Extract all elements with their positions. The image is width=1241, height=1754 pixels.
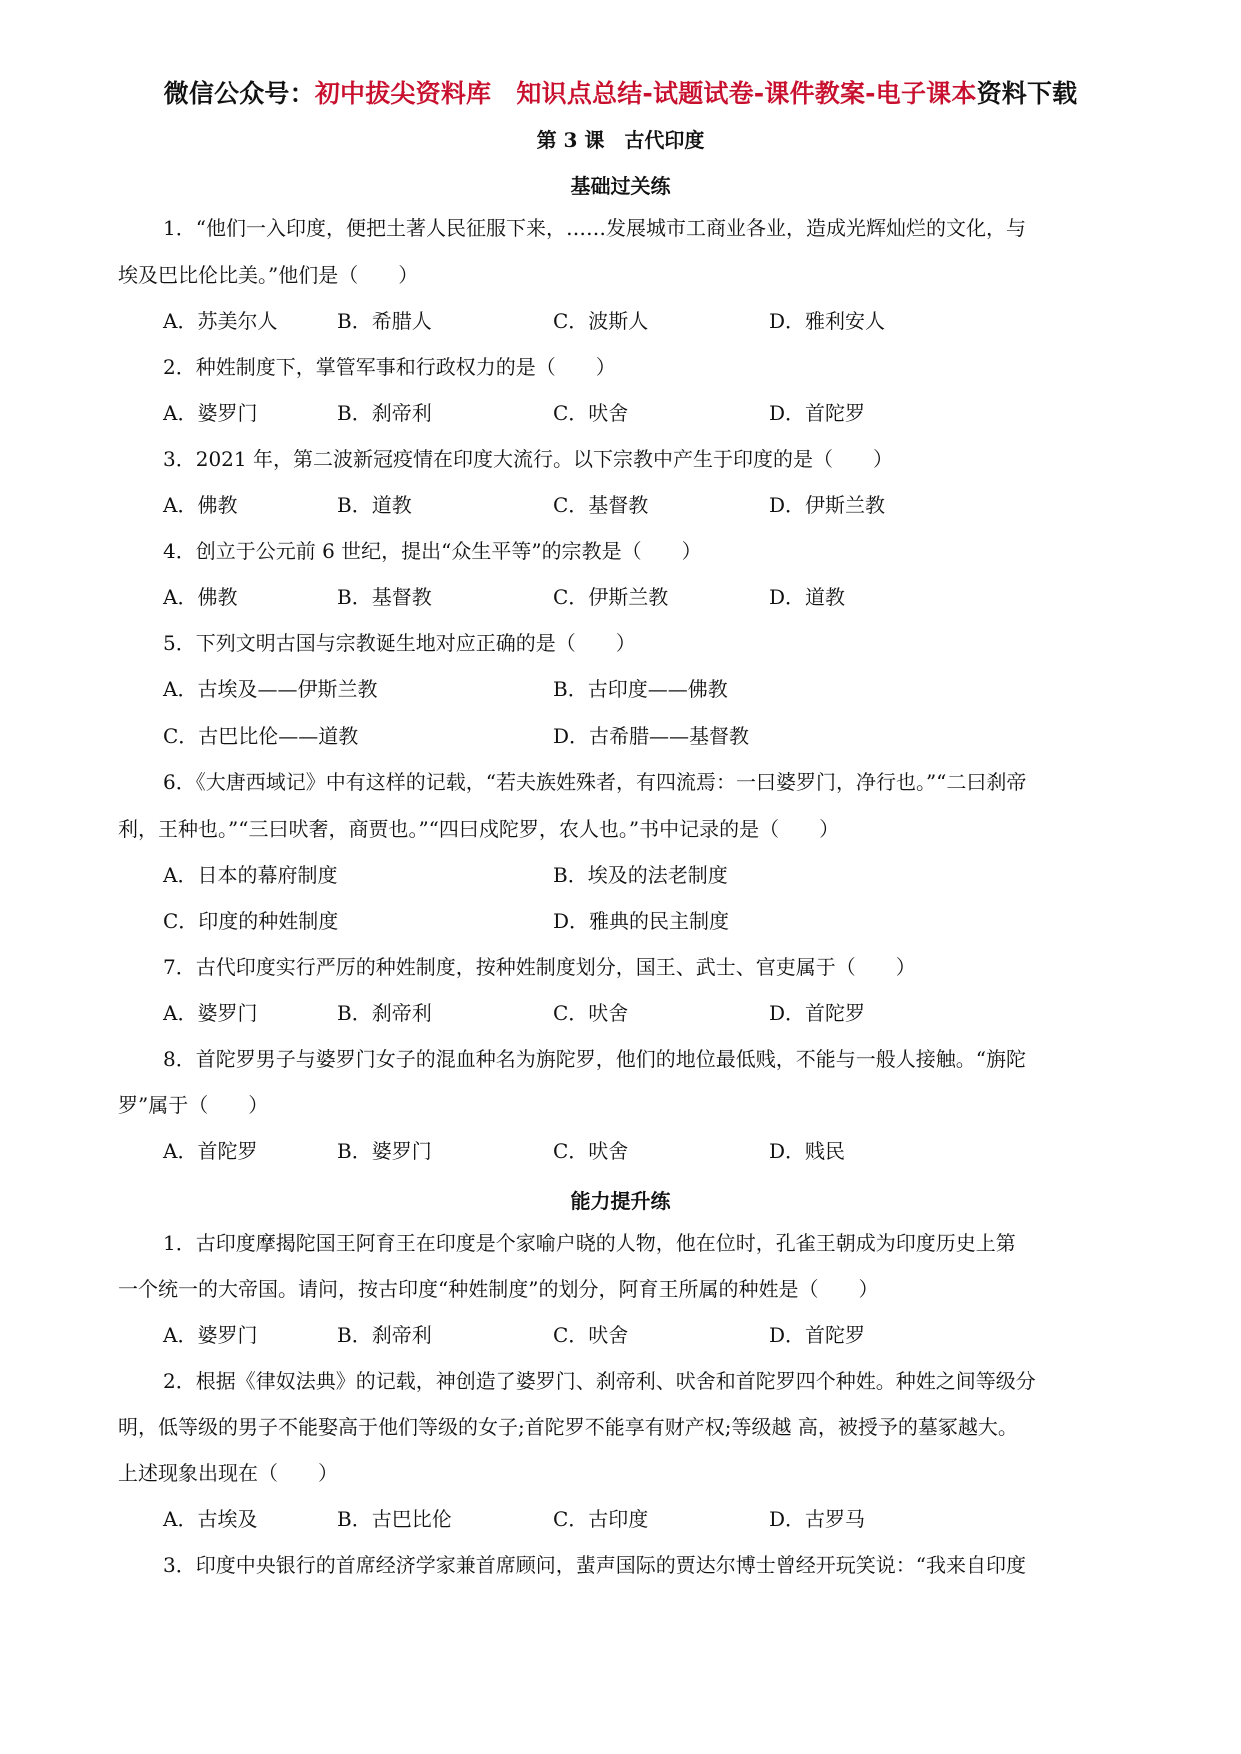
option-b: B．道教 [337,493,412,517]
option-d: D．雅利安人 [769,309,886,333]
question-line: 1．“他们一入印度，便把土著人民征服下来，……发展城市工商业各业，造成光辉灿烂的文化，与 [163,216,1026,240]
question-line: 一个统一的大帝国。请问，按古印度“种姓制度”的划分，阿育王所属的种姓是（ ） [118,1277,879,1301]
option-c: C．伊斯兰教 [553,585,669,609]
option-c: C．古巴比伦——道教 [163,724,359,748]
question-line: 埃及巴比伦比美。”他们是（ ） [118,263,419,287]
option-c: C．古印度 [553,1507,649,1531]
question-line: 利，王种也。”“三曰吠奢，商贾也。”“四曰戍陀罗，农人也。”书中记录的是（ ） [118,817,840,841]
option-b: B．古巴比伦 [337,1507,452,1531]
option-c: C．吠舍 [553,1139,629,1163]
option-c: C．基督教 [553,493,649,517]
option-b: B．刹帝利 [337,401,432,425]
option-b: B．基督教 [337,585,432,609]
option-c: C．印度的种姓制度 [163,909,339,933]
option-a: A．婆罗门 [163,1323,258,1347]
option-b: B．希腊人 [337,309,432,333]
option-d: D．贱民 [769,1139,846,1163]
question-line: 上述现象出现在（ ） [118,1461,338,1485]
question-line: 5．下列文明古国与宗教诞生地对应正确的是（ ） [163,631,636,655]
option-b: B．古印度——佛教 [553,677,728,701]
option-a: A．苏美尔人 [163,309,278,333]
option-d: D．首陀罗 [769,1001,866,1025]
option-d: D．道教 [769,585,846,609]
option-d: D．首陀罗 [769,401,866,425]
option-b: B．婆罗门 [337,1139,432,1163]
option-a: A．首陀罗 [163,1139,258,1163]
question-line: 7．古代印度实行严厉的种姓制度，按种姓制度划分，国王、武士、官吏属于（ ） [163,955,916,979]
option-b: B．埃及的法老制度 [553,863,728,887]
section-title-basic: 基础过关练 [570,174,671,198]
option-a: A．古埃及 [163,1507,258,1531]
option-d: D．古希腊——基督教 [553,724,750,748]
question-line: 明，低等级的男子不能娶高于他们等级的女子;首陀罗不能享有财产权;等级越 高，被授予的墓冢越大。 [118,1415,1018,1439]
option-a: A．佛教 [163,493,238,517]
option-a: A．古埃及——伊斯兰教 [163,677,378,701]
page-header [0,74,1241,110]
question-line: 1．古印度摩揭陀国王阿育王在印度是个家喻户晓的人物，他在位时，孔雀王朝成为印度历史上第 [163,1231,1016,1255]
header-suffix: 资料下载 [976,79,1078,108]
option-d: D．伊斯兰教 [769,493,886,517]
option-a: A．婆罗门 [163,1001,258,1025]
header-highlight: 初中拔尖资料库 知识点总结-试题试卷-课件教案-电子课本 [314,79,977,108]
question-line: 2．种姓制度下，掌管军事和行政权力的是（ ） [163,355,616,379]
option-b: B．刹帝利 [337,1323,432,1347]
option-d: D．首陀罗 [769,1323,866,1347]
option-d: D．雅典的民主制度 [553,909,730,933]
question-line: 4．创立于公元前 6 世纪，提出“众生平等”的宗教是（ ） [163,539,702,563]
option-c: C．吠舍 [553,1001,629,1025]
option-c: C．吠舍 [553,1323,629,1347]
question-line: 3．2021 年，第二波新冠疫情在印度大流行。以下宗教中产生于印度的是（ ） [163,447,893,471]
option-c: C．波斯人 [553,309,649,333]
question-line: 6．《大唐西域记》中有这样的记载，“若夫族姓殊者，有四流焉：一曰婆罗门，净行也。”“二曰刹帝 [163,770,1027,794]
option-a: A．佛教 [163,585,238,609]
lesson-title: 第 3 课 古代印度 [536,128,705,152]
option-a: A．婆罗门 [163,401,258,425]
question-line: 2．根据《律奴法典》的记载，神创造了婆罗门、刹帝利、吠舍和首陀罗四个种姓。种姓之间等级分 [163,1369,1036,1393]
option-d: D．古罗马 [769,1507,866,1531]
section-title-advanced: 能力提升练 [570,1189,671,1213]
question-line: 8．首陀罗男子与婆罗门女子的混血种名为旃陀罗，他们的地位最低贱，不能与一般人接触。“旃陀 [163,1047,1026,1071]
question-line: 罗”属于（ ） [118,1093,269,1117]
option-a: A．日本的幕府制度 [163,863,338,887]
question-line: 3．印度中央银行的首席经济学家兼首席顾问，蜚声国际的贾达尔博士曾经开玩笑说：“我来自印度 [163,1553,1026,1577]
header-prefix: 微信公众号： [163,79,315,108]
option-b: B．刹帝利 [337,1001,432,1025]
option-c: C．吠舍 [553,401,629,425]
